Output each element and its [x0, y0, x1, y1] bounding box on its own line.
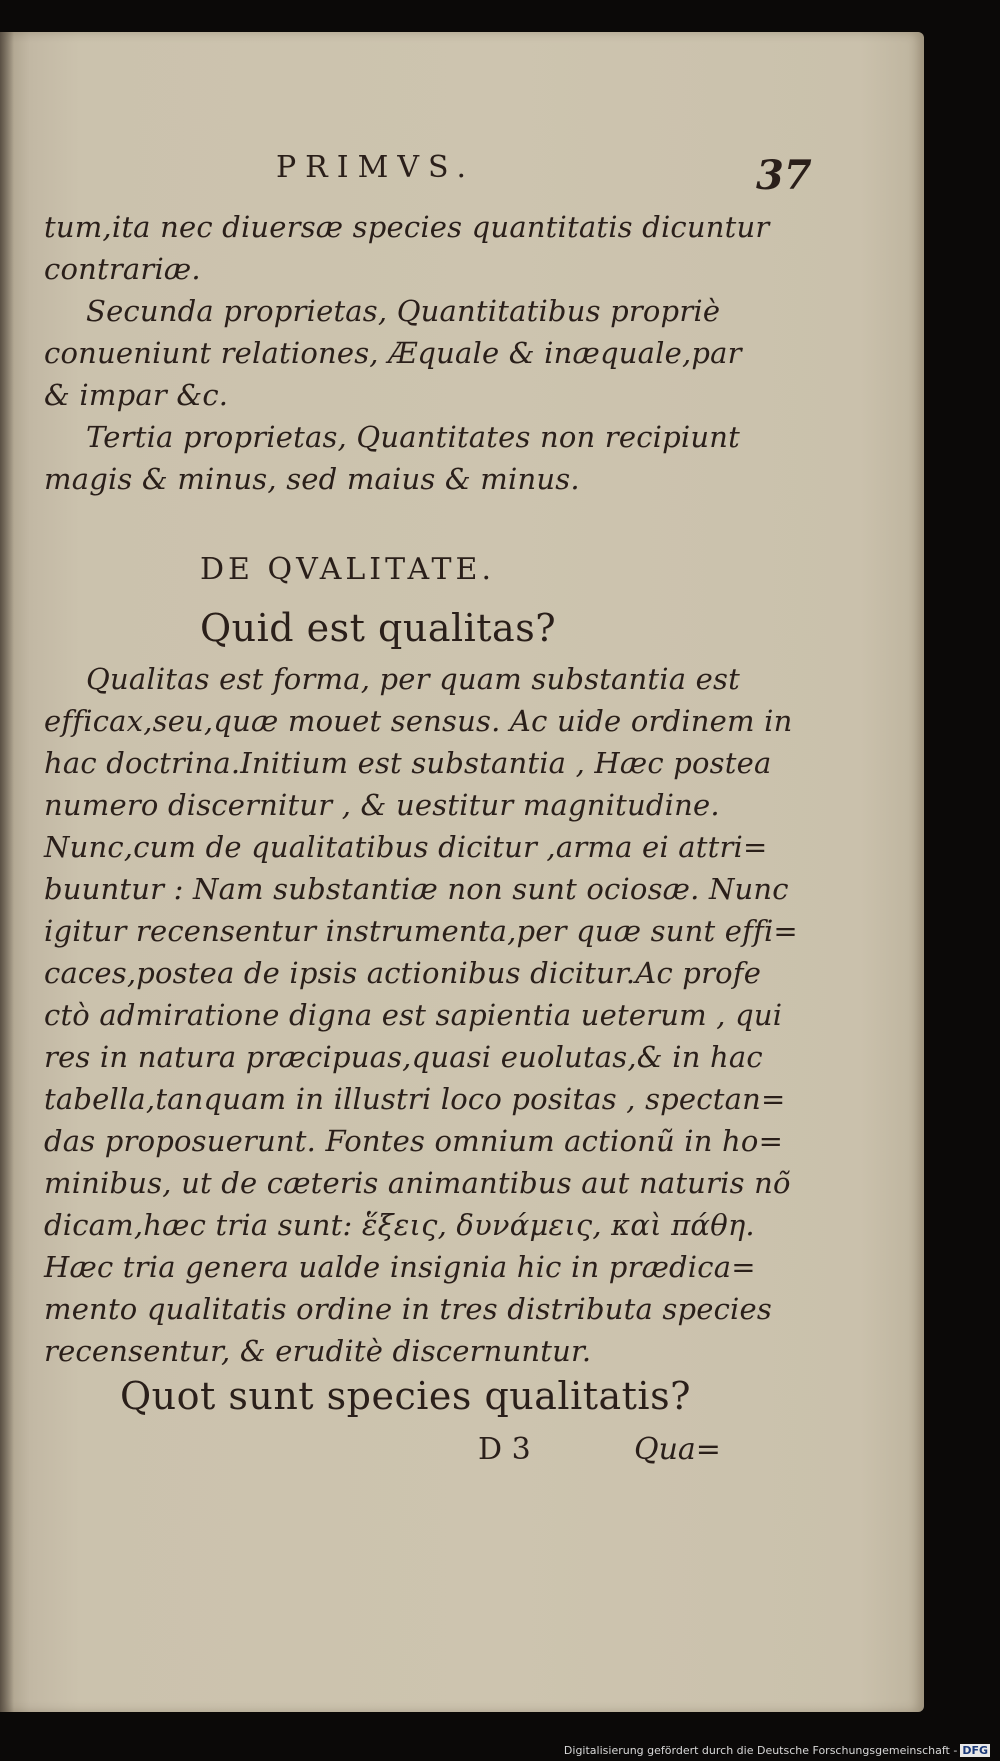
text-line: numero discernitur , & uestitur magnitudine. — [44, 788, 720, 822]
question-heading: Quid est qualitas? — [200, 606, 557, 650]
text-line: Secunda proprietas, Quantitatibus propriè — [86, 294, 721, 328]
text-line: mento qualitatis ordine in tres distributa species — [44, 1292, 772, 1326]
text-line: recensentur, & eruditè discernuntur. — [44, 1334, 592, 1368]
digitization-credit — [564, 1744, 990, 1757]
text-line: buuntur : Nam substantiæ non sunt ociosæ. Nunc — [44, 872, 789, 906]
text-line: tabella,tanquam in illustri loco positas , spectan= — [44, 1082, 786, 1116]
text-line: & impar &c. — [44, 378, 229, 412]
text-line: magis & minus, sed maius & minus. — [44, 462, 580, 496]
text-line: dicam,hæc tria sunt: ἕξεις, δυνάμεις, καὶ πάθη. — [44, 1208, 755, 1242]
text-line: res in natura præcipuas,quasi euolutas,& in hac — [44, 1040, 763, 1074]
text-line: igitur recensentur instrumenta,per quæ sunt effi= — [44, 914, 798, 948]
section-heading: DE QVALITATE. — [200, 552, 495, 587]
text-line: caces,postea de ipsis actionibus dicitur.Ac profe — [44, 956, 762, 990]
question-heading: Quot sunt species qualitatis? — [120, 1374, 691, 1418]
book-page — [0, 32, 924, 1712]
text-line: tum,ita nec diuersæ species quantitatis dicuntur — [44, 210, 770, 244]
text-line: Qualitas est forma, per quam substantia est — [86, 662, 740, 696]
signature-mark: D 3 — [478, 1432, 531, 1467]
running-title: PRIMVS. — [276, 150, 476, 185]
credit-text: Digitalisierung gefördert durch die Deutsche Forschungsgemeinschaft - — [563, 1744, 958, 1757]
text-line: contrariæ. — [44, 252, 201, 286]
text-line: Tertia proprietas, Quantitates non recipiunt — [86, 420, 740, 454]
text-line: minibus, ut de cæteris animantibus aut naturis nõ — [44, 1166, 791, 1200]
page-number: 37 — [756, 152, 812, 199]
text-line: ctò admiratione digna est sapientia ueterum , qui — [44, 998, 783, 1032]
text-line: hac doctrina.Initium est substantia , Hæc postea — [44, 746, 772, 780]
text-line: das proposuerunt. Fontes omnium actionũ in ho= — [44, 1124, 784, 1158]
text-line: efficax,seu,quæ mouet sensus. Ac uide ordinem in — [44, 704, 793, 738]
text-line: conueniunt relationes, Æquale & inæquale,par — [44, 336, 742, 370]
catchword: Qua= — [634, 1432, 721, 1467]
dfg-logo: DFG — [962, 1744, 988, 1757]
text-line: Nunc,cum de qualitatibus dicitur ,arma ei attri= — [44, 830, 768, 864]
text-line: Hæc tria genera ualde insignia hic in prædica= — [44, 1250, 756, 1284]
